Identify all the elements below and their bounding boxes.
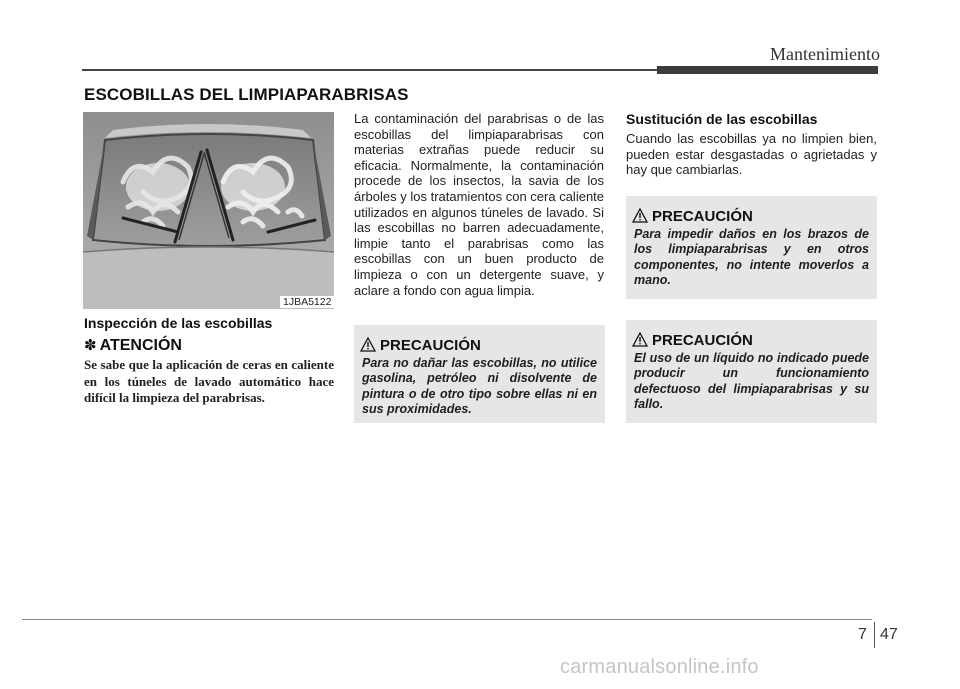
inspection-heading: Inspección de las escobillas xyxy=(84,315,273,331)
caution-box-3 xyxy=(626,320,877,423)
caution-label: PRECAUCIÓN xyxy=(652,208,753,225)
notice-asterisk-icon: ✽ xyxy=(84,337,97,354)
replacement-paragraph: Cuando las escobillas ya no limpien bien, pueden estar desgastadas o agrietadas y hay que cambiarlas. xyxy=(626,131,877,178)
replacement-heading: Sustitución de las escobillas xyxy=(626,111,818,127)
windshield-illustration xyxy=(83,112,334,309)
caution-heading xyxy=(632,332,869,349)
caution-text: El uso de un líquido no indicado puede producir un funcionamiento defectuoso del limpiaparabrisas y su fallo. xyxy=(634,351,869,411)
page-number: 47 xyxy=(880,626,898,643)
page-separator xyxy=(874,622,875,648)
caution-heading xyxy=(632,208,869,225)
caution-label: PRECAUCIÓN xyxy=(652,332,753,349)
header-rule xyxy=(82,69,657,71)
caution-label: PRECAUCIÓN xyxy=(380,337,481,354)
section-name: Mantenimiento xyxy=(770,44,880,64)
contamination-paragraph: La contaminación del parabrisas o de las escobillas del limpiaparabrisas con materias extrañas puede reducir su eficacia. Normalmente, la contaminación procede de los insectos, la savia de los árboles y los tratamientos con cera caliente utilizados en algunos túneles de lavado. Si las escobillas no barren adecuadamente, limpie tanto el parabrisas como las escobillas con un buen producto de limpieza o con un detergente suave, y aclare a fondo con agua limpia. xyxy=(354,111,605,298)
page-title: ESCOBILLAS DEL LIMPIAPARABRISAS xyxy=(84,85,409,104)
caution-text: Para no dañar las escobillas, no utilice gasolina, petróleo ni disolvente de pintura o de otro tipo sobre ellas ni en sus proximidades. xyxy=(362,356,597,416)
figure-code: 1JBA5122 xyxy=(280,296,334,308)
caution-text: Para impedir daños en los brazos de los limpiaparabrisas y en otros componentes, no intente moverlos a mano. xyxy=(634,227,869,287)
warning-triangle-icon xyxy=(632,332,648,347)
header-bar xyxy=(657,66,878,74)
warning-triangle-icon xyxy=(360,337,376,352)
warning-triangle-icon xyxy=(632,208,648,223)
footer-rule xyxy=(22,619,872,620)
chapter-number: 7 xyxy=(858,626,867,643)
notice-label: ATENCIÓN xyxy=(99,337,182,354)
watermark: carmanualsonline.info xyxy=(560,656,759,678)
caution-heading xyxy=(360,337,597,354)
caution-box-1 xyxy=(354,325,605,423)
caution-box-2 xyxy=(626,196,877,299)
notice-text: Se sabe que la aplicación de ceras en caliente en los túneles de lavado automático hace difícil la limpieza del parabrisas. xyxy=(84,357,334,405)
notice-heading xyxy=(84,336,182,355)
